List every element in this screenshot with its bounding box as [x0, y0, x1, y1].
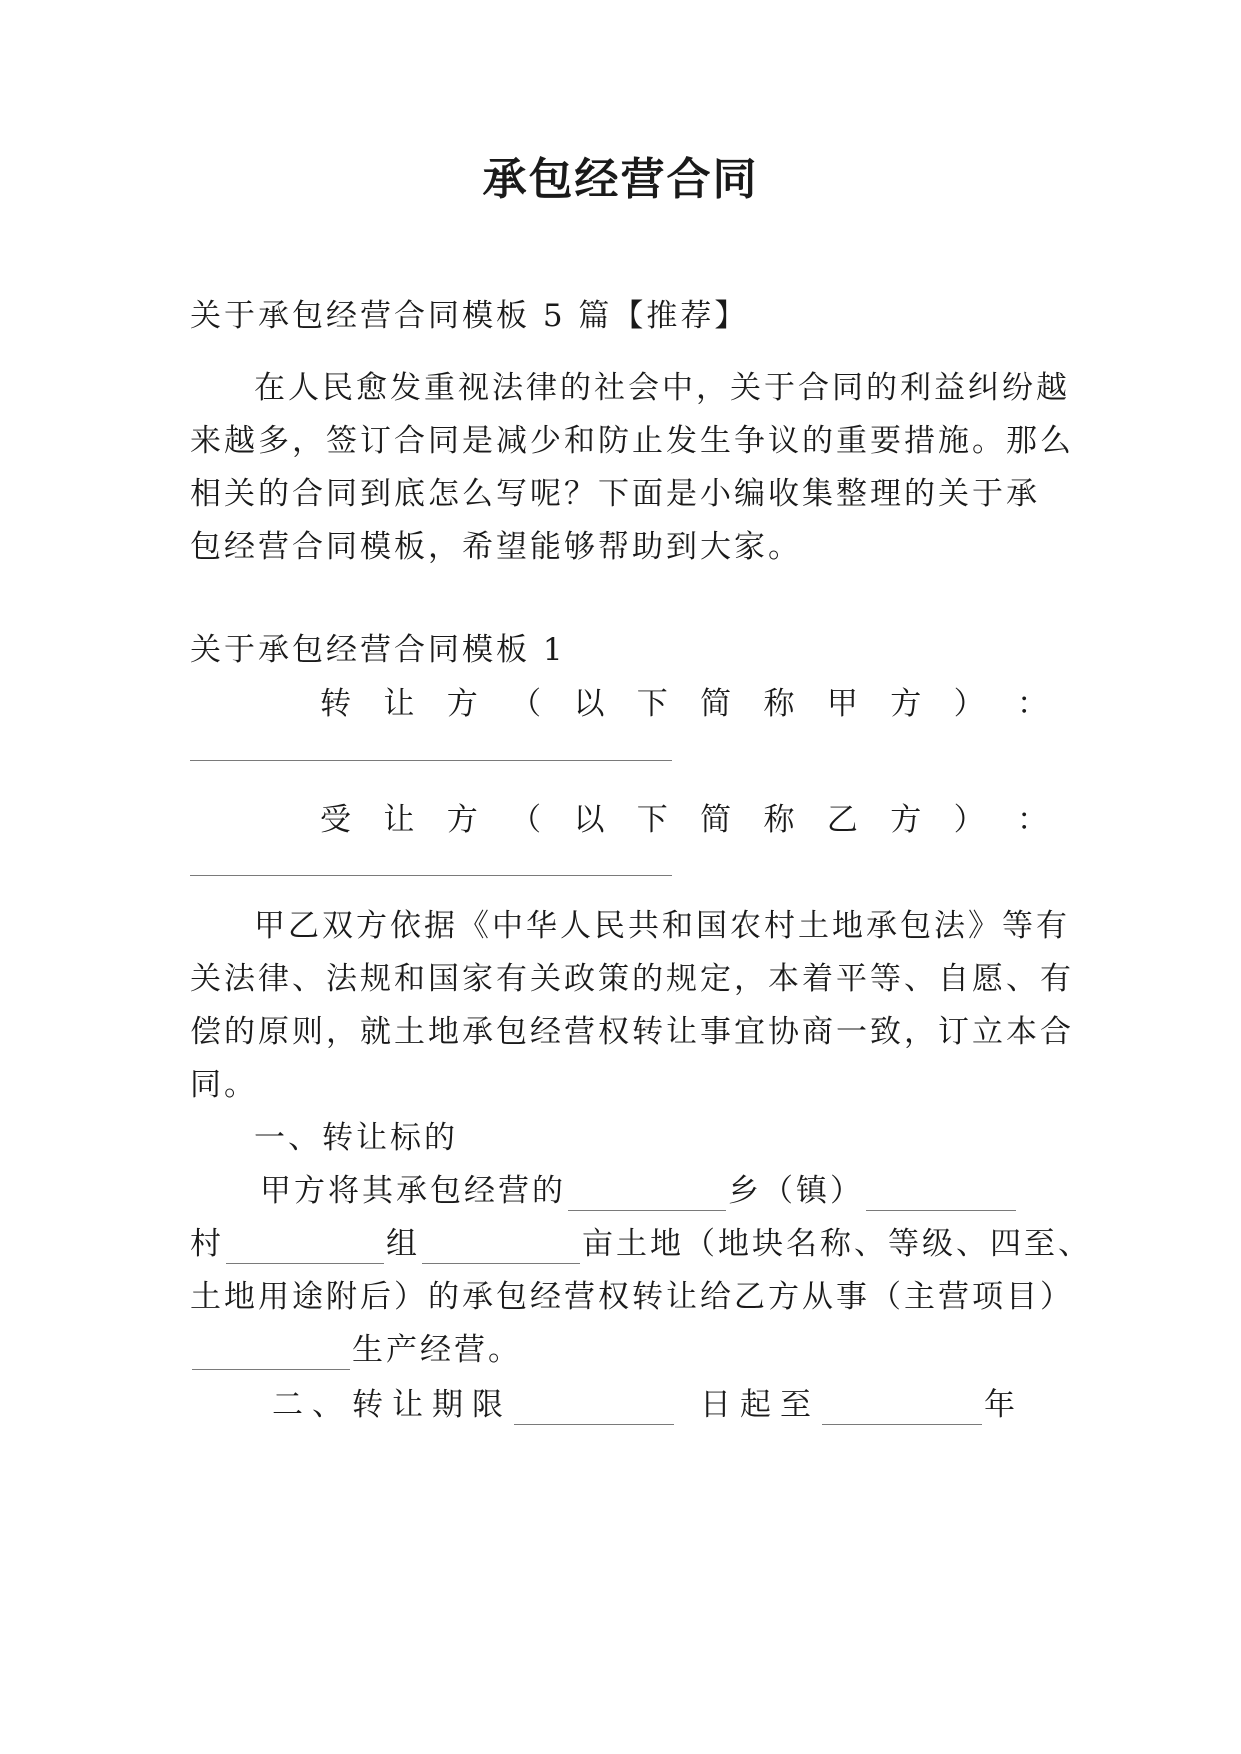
transferor-char: ） [953, 686, 985, 722]
subtitle: 关于承包经营合同模板 5 篇【推荐】 [190, 298, 749, 334]
transferee-char: ） [953, 802, 985, 838]
blank-field [422, 1233, 580, 1264]
transferor-blank-line [190, 760, 672, 761]
blank-field [192, 1339, 350, 1370]
intro-line-3: 相关的合同到底怎么写呢？下面是小编收集整理的关于承 [190, 476, 1040, 512]
intro-line-4: 包经营合同模板，希望能够帮助到大家。 [190, 529, 802, 565]
transferor-char: 转 [320, 686, 351, 722]
section-1-text: 村 [190, 1226, 224, 1262]
preamble-line-3: 偿的原则，就土地承包经营权转让事宜协商一致，订立本合 [190, 1014, 1074, 1050]
section-2-text: 日起至 [700, 1387, 820, 1423]
transferee-char: 让 [383, 802, 415, 838]
transferor-char: （ [510, 686, 542, 722]
section-2-text: 年 [984, 1387, 1024, 1423]
preamble-line-1: 甲乙双方依据《中华人民共和国农村土地承包法》等有 [254, 908, 1070, 944]
section-1-line-1 [260, 1171, 1018, 1211]
transferee-char: 乙 [826, 802, 858, 838]
section-1-text: 组 [386, 1226, 420, 1262]
section-1-line-2 [190, 1224, 1092, 1264]
section-1-text: 甲方将其承包经营的 [260, 1173, 566, 1209]
section-1-text: 生产经营。 [352, 1332, 522, 1368]
transferor-char: 甲 [826, 686, 858, 722]
transferor-char: 让 [383, 686, 415, 722]
section-1-line-4 [190, 1330, 522, 1370]
blank-field [514, 1394, 674, 1425]
transferee-blank-line [190, 875, 672, 876]
transferor-char: ： [1016, 686, 1048, 722]
blank-field [226, 1233, 384, 1264]
transferee-char: 方 [890, 802, 922, 838]
blank-field [866, 1180, 1016, 1211]
transferee-char: 下 [636, 802, 668, 838]
transferor-char: 简 [700, 686, 732, 722]
transferor-char: 方 [446, 686, 478, 722]
intro-line-2: 来越多，签订合同是减少和防止发生争议的重要措施。那么 [190, 423, 1074, 459]
transferee-char: 受 [320, 802, 351, 838]
section-2-heading: 二、转让期限 [272, 1387, 512, 1423]
transferor-label [320, 684, 1048, 724]
transferee-char: 简 [700, 802, 732, 838]
intro-line-1: 在人民愈发重视法律的社会中，关于合同的利益纠纷越 [254, 370, 1070, 406]
transferee-char: 方 [446, 802, 478, 838]
preamble-line-2: 关法律、法规和国家有关政策的规定，本着平等、自愿、有 [190, 961, 1074, 997]
section-1-line-3: 土地用途附后）的承包经营权转让给乙方从事（主营项目） [190, 1279, 1074, 1315]
transferor-char: 以 [573, 686, 605, 722]
page-title: 承包经营合同 [482, 154, 759, 205]
transferor-char: 称 [763, 686, 795, 722]
transferee-char: 称 [763, 802, 795, 838]
transferee-char: （ [510, 802, 542, 838]
transferee-label [320, 800, 1048, 840]
transferee-char: ： [1016, 802, 1048, 838]
blank-field [822, 1394, 982, 1425]
transferee-char: 以 [573, 802, 605, 838]
transferor-char: 方 [890, 686, 922, 722]
blank-field [568, 1180, 726, 1211]
section-2-line-1 [272, 1385, 1024, 1425]
template-heading: 关于承包经营合同模板 1 [190, 632, 566, 668]
section-1-text: 乡（镇） [728, 1173, 864, 1209]
section-1-heading: 一、转让标的 [254, 1120, 458, 1156]
section-1-text: 亩土地（地块名称、等级、四至、 [582, 1226, 1092, 1262]
preamble-line-4: 同。 [190, 1067, 258, 1103]
transferor-char: 下 [636, 686, 668, 722]
